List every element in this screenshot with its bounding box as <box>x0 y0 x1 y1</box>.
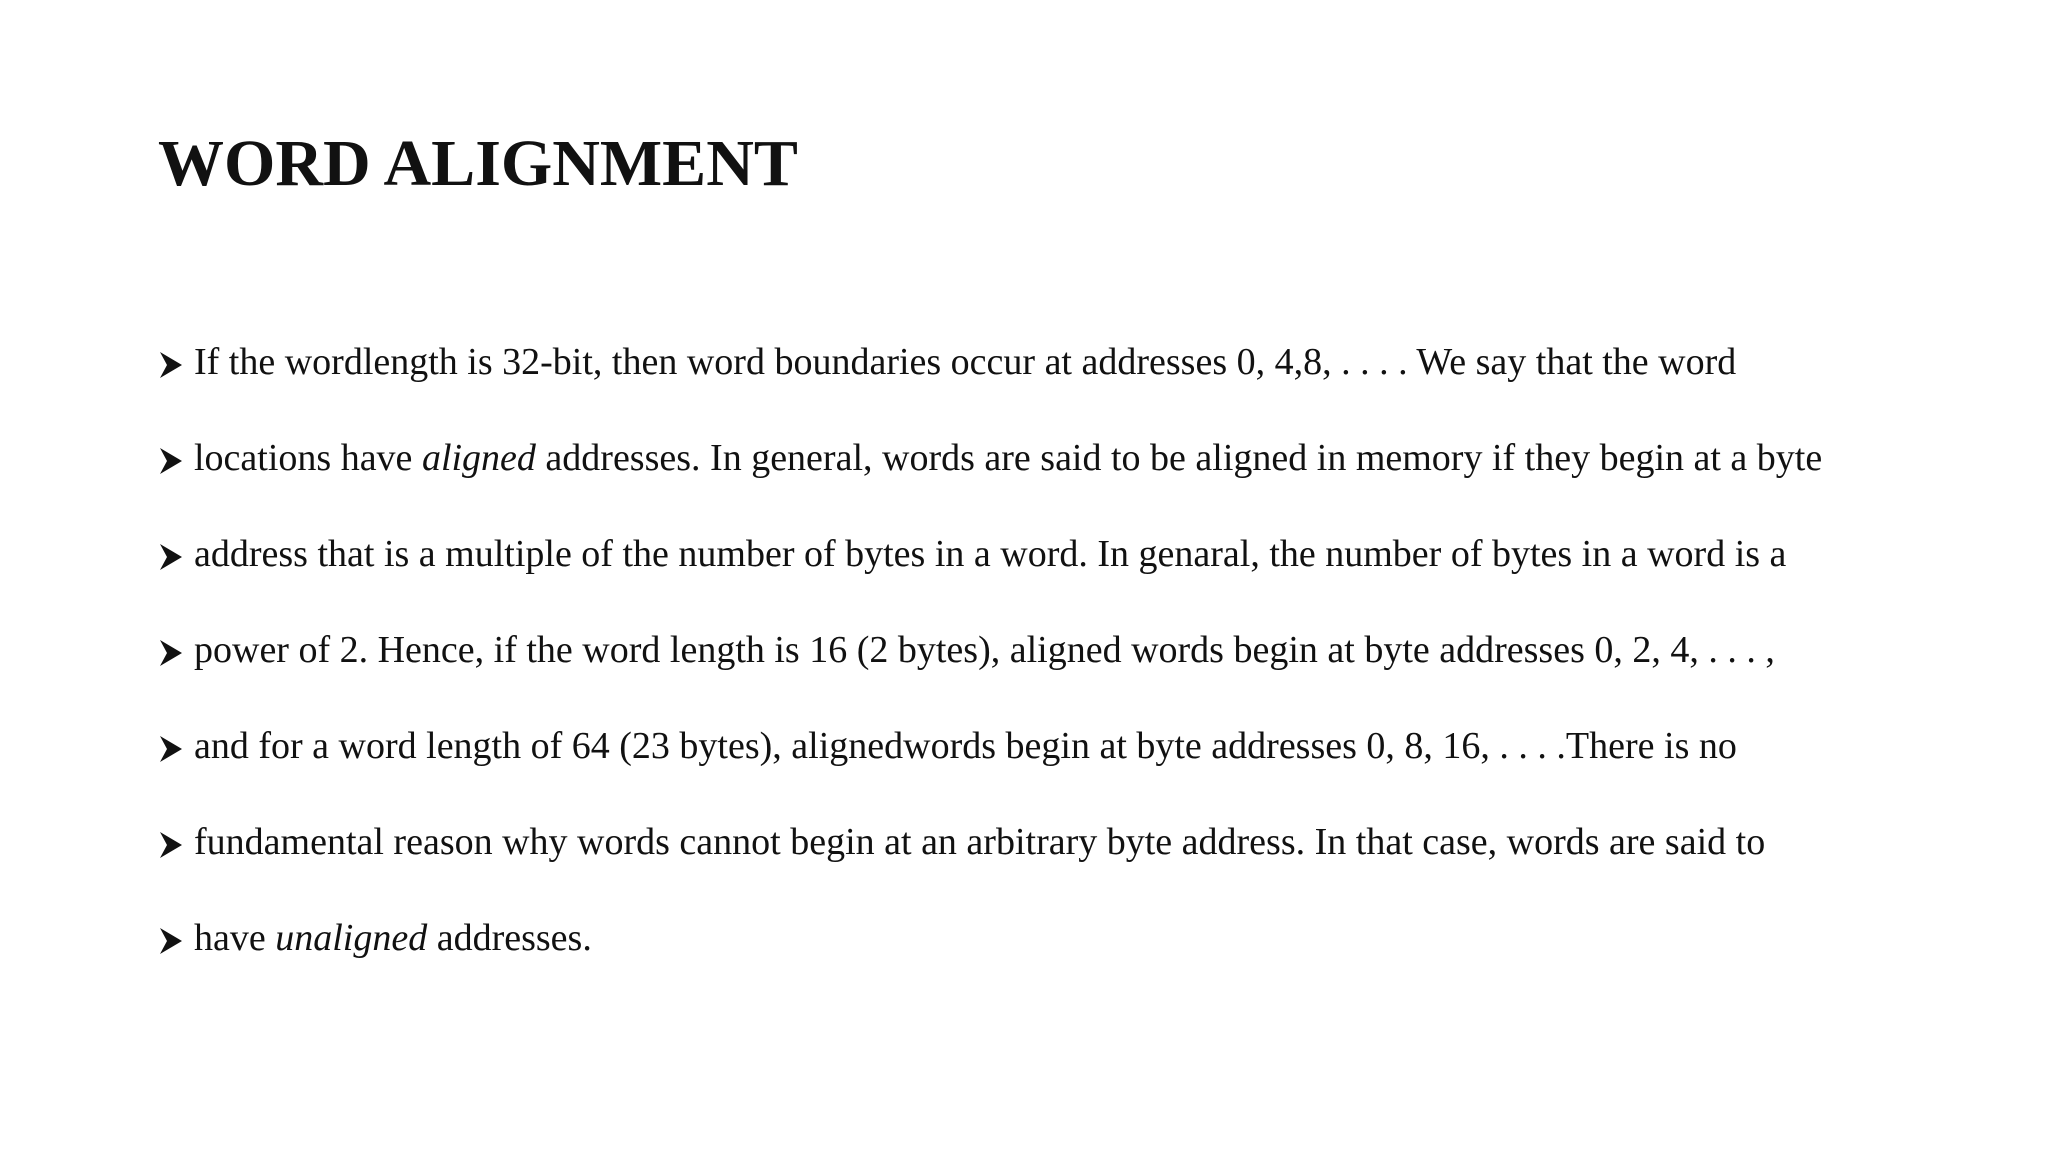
bullet-item <box>158 338 1822 434</box>
bullet-text-segment: fundamental reason why words cannot begin at an arbitrary byte address. In that case, words are said to <box>194 821 1766 863</box>
bullet-text-segment: power of 2. Hence, if the word length is 16 (2 bytes), aligned words begin at byte addresses 0, 2, 4, . . . , <box>194 629 1775 671</box>
bullet-text-segment: have <box>194 917 276 959</box>
bullet-item <box>158 530 1822 626</box>
slide-title: WORD ALIGNMENT <box>158 127 798 200</box>
arrowhead-bullet-icon <box>158 924 184 958</box>
bullet-item <box>158 818 1822 914</box>
bullet-text <box>194 818 1765 866</box>
bullet-item <box>158 914 1822 1010</box>
bullet-item <box>158 626 1822 722</box>
bullet-text-segment: and for a word length of 64 (23 bytes), alignedwords begin at byte addresses 0, 8, 16, . . . .There is no <box>194 725 1737 767</box>
bullet-text <box>194 530 1786 578</box>
bullet-text <box>194 626 1775 674</box>
italic-term: aligned <box>421 437 536 479</box>
bullet-list <box>158 338 1822 1010</box>
bullet-item <box>158 434 1822 530</box>
italic-term: unaligned <box>275 917 428 959</box>
arrowhead-bullet-icon <box>158 636 184 670</box>
bullet-text-segment: address that is a multiple of the number of bytes in a word. In genaral, the number of bytes in a word is a <box>194 533 1787 575</box>
arrowhead-bullet-icon <box>158 540 184 574</box>
arrowhead-bullet-icon <box>158 732 184 766</box>
bullet-text-segment: addresses. <box>427 917 592 959</box>
bullet-text <box>194 338 1736 386</box>
arrowhead-bullet-icon <box>158 348 184 382</box>
bullet-text <box>194 434 1822 482</box>
bullet-text-segment: If the wordlength is 32-bit, then word boundaries occur at addresses 0, 4,8, . . . . We say that the word <box>194 341 1737 383</box>
arrowhead-bullet-icon <box>158 828 184 862</box>
bullet-text <box>194 914 592 962</box>
bullet-text-segment: addresses. In general, words are said to be aligned in memory if they begin at a byte <box>535 437 1823 479</box>
bullet-text-segment: locations have <box>194 437 422 479</box>
arrowhead-bullet-icon <box>158 444 184 478</box>
bullet-item <box>158 722 1822 818</box>
bullet-text <box>194 722 1737 770</box>
